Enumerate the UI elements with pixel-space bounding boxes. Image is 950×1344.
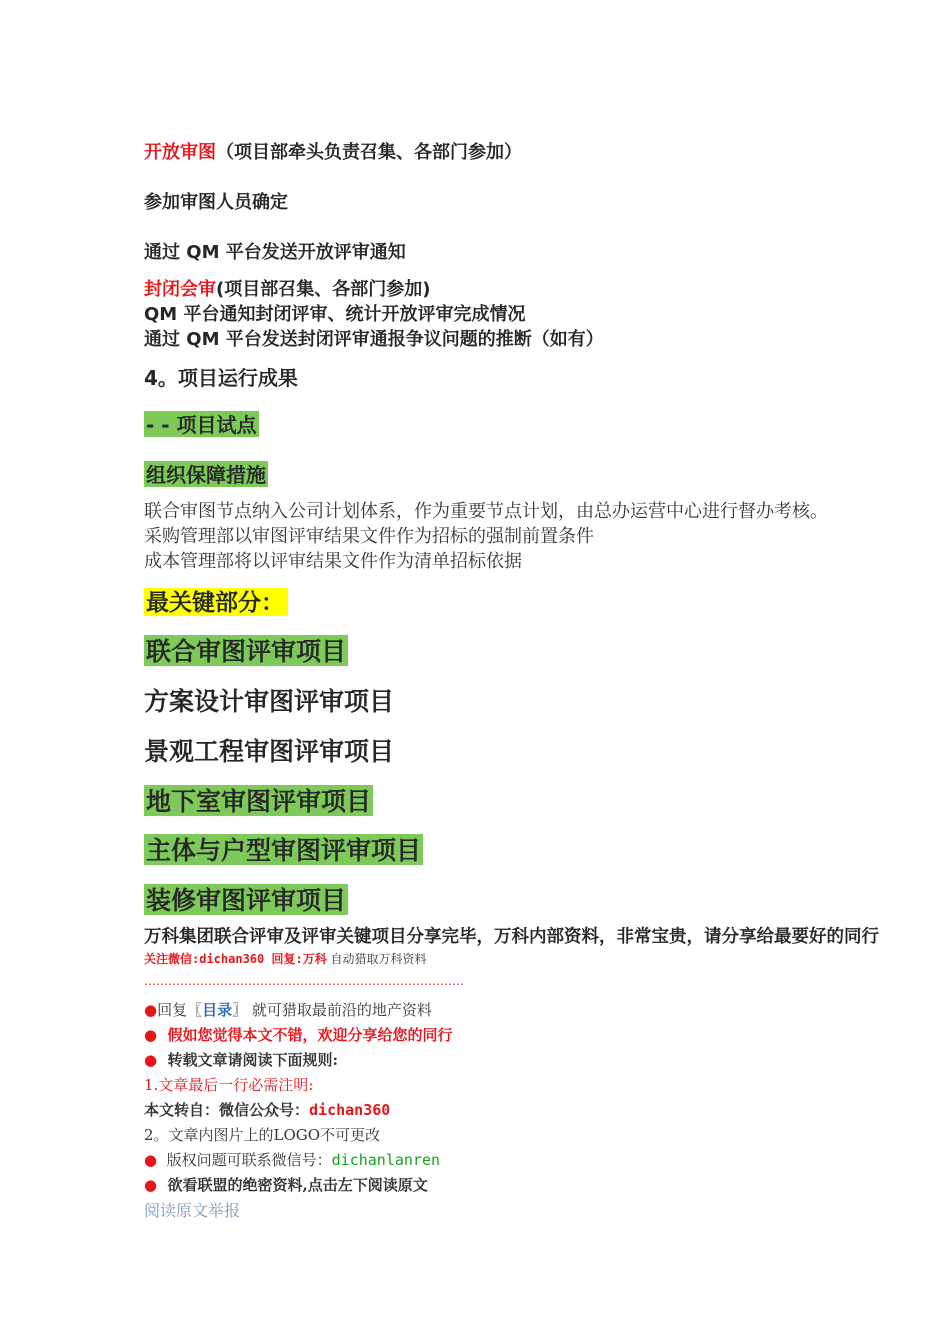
rule-2: 2。文章内图片上的LOGO不可更改 (144, 1126, 381, 1144)
reply-line: ●回复〖目录〗 就可猎取最前沿的地产资料 (144, 1001, 432, 1019)
open-review-heading (144, 138, 522, 164)
guarantee-line-3: 成本管理部将以评审结果文件作为清单招标依据 (144, 551, 522, 572)
follow-line (144, 950, 427, 967)
follow-label: 关注微信:dichan360 回复:万科 (144, 952, 327, 966)
dotted-divider: …………………………………………………………………….. (144, 974, 464, 988)
line-qm-dispute: 通过 QM 平台发送封闭评审通报争议问题的推断（如有） (144, 329, 604, 350)
project-label: 景观工程审图评审项目 (144, 737, 395, 766)
project-landscape (144, 732, 394, 768)
more-line: ● 欲看联盟的绝密资料,点击左下阅读原文 (144, 1176, 428, 1194)
bullet-icon: ● (144, 1151, 158, 1169)
project-label: 主体与户型审图评审项目 (146, 836, 422, 865)
project-joint-review (144, 632, 348, 668)
guarantee-line-2: 采购管理部以审图评审结果文件作为招标的强制前置条件 (144, 526, 594, 547)
project-label: 地下室审图评审项目 (146, 787, 372, 816)
project-label: 装修审图评审项目 (146, 886, 347, 915)
closed-review-title: 封闭会审 (144, 279, 216, 300)
catalog-keyword: 目录 (202, 1001, 233, 1019)
copyright-line: ● 版权问题可联系微信号：dichanlanren (144, 1151, 441, 1169)
pilot-heading (144, 409, 259, 438)
key-part-heading (144, 584, 288, 617)
guarantee-line-1: 联合审图节点纳入公司计划体系，作为重要节点计划，由总办运营中心进行督办考核。 (144, 501, 828, 522)
summary-text: 万科集团联合评审及评审关键项目分享完毕，万科内部资料，非常宝贵，请分享给最要好的同行 (144, 927, 879, 947)
copyright-id: dichanlanren (331, 1151, 441, 1169)
key-part-label: 最关键部分： (144, 588, 288, 616)
project-decoration (144, 881, 348, 917)
bullet-icon: ● (144, 1176, 158, 1194)
bullet-icon: ● (144, 1051, 158, 1069)
project-label: 方案设计审图评审项目 (144, 687, 395, 716)
share-line: ● 假如您觉得本文不错，欢迎分享给您的同行 (144, 1026, 453, 1044)
guarantee-label: 组织保障措施 (146, 463, 266, 487)
source-id: dichan360 (309, 1101, 391, 1119)
read-original-link[interactable]: 阅读原文举报 (144, 1201, 241, 1220)
open-review-title: 开放审图 (144, 142, 216, 163)
project-main-unit (144, 831, 423, 867)
pilot-label: - - 项目试点 (146, 413, 257, 437)
open-review-note: （项目部牵头负责召集、各部门参加） (216, 142, 522, 163)
bullet-icon: ● (144, 1001, 158, 1019)
bullet-icon: ● (144, 1026, 158, 1044)
line-qm-closed-review: QM 平台通知封闭评审、统计开放评审完成情况 (144, 304, 526, 325)
closed-review-heading (144, 275, 430, 301)
source-line: 本文转自：微信公众号：dichan360 (144, 1101, 391, 1119)
line-confirm-attendees: 参加审图人员确定 (144, 192, 288, 213)
rule-1: 1.文章最后一行必需注明: (144, 1076, 314, 1094)
reprint-line: ● 转载文章请阅读下面规则: (144, 1051, 339, 1069)
line-send-open-notice: 通过 QM 平台发送开放评审通知 (144, 242, 406, 263)
follow-auto: 自动猎取万科资料 (330, 952, 427, 966)
closed-review-note: (项目部召集、各部门参加) (216, 279, 431, 300)
project-label: 联合审图评审项目 (146, 637, 347, 666)
guarantee-heading (144, 459, 268, 488)
project-scheme-design (144, 682, 394, 718)
section4-title: 4。项目运行成果 (144, 366, 298, 390)
project-basement (144, 782, 373, 818)
